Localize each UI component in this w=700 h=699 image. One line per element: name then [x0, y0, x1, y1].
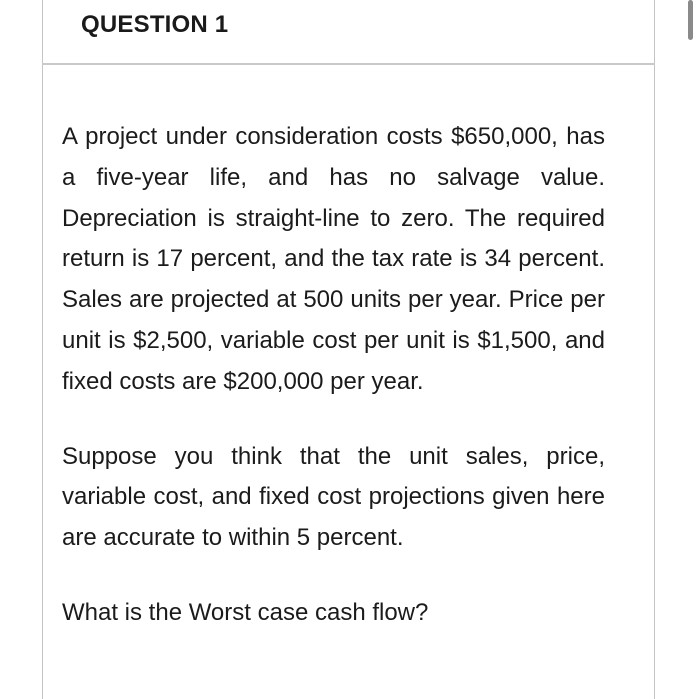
- question-heading: QUESTION 1: [81, 11, 229, 38]
- question-body: [62, 117, 605, 634]
- scrollbar-thumb[interactable]: [688, 0, 693, 40]
- problem-statement-paragraph: A project under consideration costs $650,000, has a five-year life, and has no salvage value. Depreciation is straight-line to zero. The required return is 17 percent, and the tax rate is 34 percent. Sales are projected at 500 units per year. Price per unit is $2,500, variable cost per unit is $1,500, and fixed costs are $200,000 per year.: [62, 123, 605, 395]
- heading-divider: [42, 63, 655, 65]
- assumption-paragraph: Suppose you think that the unit sales, price, variable cost, and fixed cost projections given here are accurate to within 5 percent.: [62, 442, 605, 552]
- question-prompt-paragraph: What is the Worst case cash flow?: [62, 598, 429, 626]
